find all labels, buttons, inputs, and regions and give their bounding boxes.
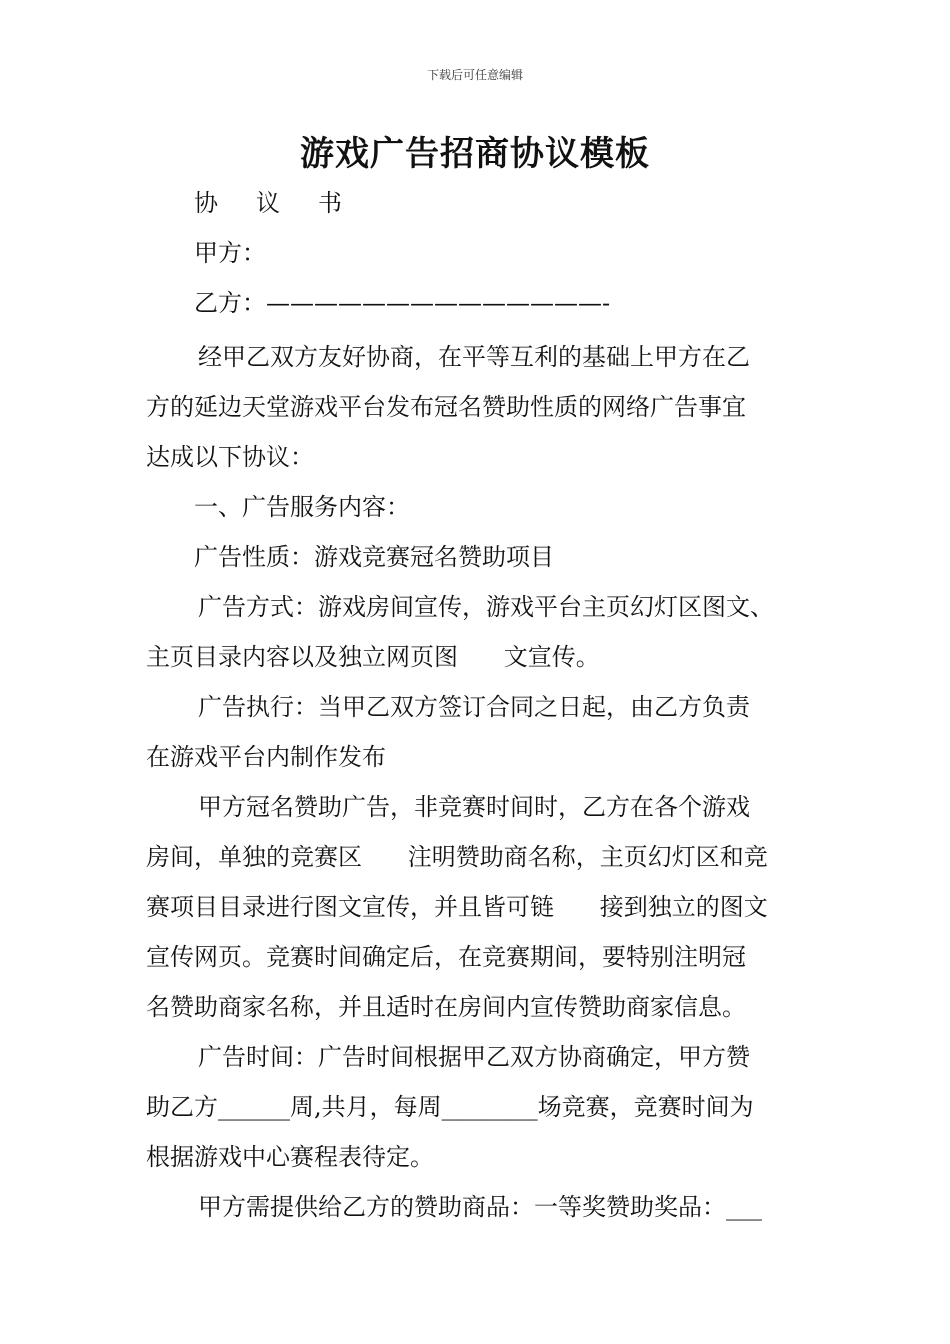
paragraph-line: 广告性质：游戏竞赛冠名赞助项目 bbox=[194, 543, 554, 571]
paragraph-line: 主页目录内容以及独立网页图 文宣传。 bbox=[146, 643, 600, 671]
paragraph-line: 甲方需提供给乙方的赞助商品：一等奖赞助奖品：___ bbox=[198, 1193, 762, 1221]
paragraph-line: 经甲乙双方友好协商，在平等互利的基础上甲方在乙 bbox=[198, 343, 750, 371]
agreement-heading: 协议书 bbox=[194, 189, 380, 217]
paragraph-line: 在游戏平台内制作发布 bbox=[146, 743, 386, 771]
header-note: 下载后可任意编辑 bbox=[426, 68, 523, 82]
paragraph-line: 达成以下协议： bbox=[146, 443, 314, 471]
paragraph-line: 广告执行：当甲乙双方签订合同之日起，由乙方负责 bbox=[198, 693, 750, 721]
paragraph-line: 广告方式：游戏房间宣传，游戏平台主页幻灯区图文、 bbox=[198, 593, 774, 621]
document-body bbox=[146, 178, 811, 1232]
paragraph-line: 助乙方______周,共月，每周________场竞赛，竞赛时间为 bbox=[146, 1093, 754, 1121]
paragraph-line: 甲方冠名赞助广告，非竞赛时间时，乙方在各个游戏 bbox=[198, 793, 750, 821]
paragraph-line: 方的延边天堂游戏平台发布冠名赞助性质的网络广告事宜 bbox=[146, 393, 746, 421]
paragraph-line: 赛项目目录进行图文宣传，并且皆可链 接到独立的图文 bbox=[146, 893, 768, 921]
section-heading: 一、广告服务内容： bbox=[194, 493, 410, 521]
paragraph-line: 根据游戏中心赛程表待定。 bbox=[146, 1143, 434, 1171]
document-title: 游戏广告招商协议模板 bbox=[300, 134, 650, 174]
party-b-line: 乙方：——————————————- bbox=[194, 289, 611, 317]
paragraph-line: 广告时间：广告时间根据甲乙双方协商确定，甲方赞 bbox=[198, 1043, 750, 1071]
party-a-line: 甲方： bbox=[194, 239, 266, 267]
paragraph-line: 宣传网页。竞赛时间确定后，在竞赛期间，要特别注明冠 bbox=[146, 943, 746, 971]
paragraph-line: 房间，单独的竞赛区 注明赞助商名称，主页幻灯区和竞 bbox=[146, 843, 768, 871]
paragraph-line: 名赞助商家名称，并且适时在房间内宣传赞助商家信息。 bbox=[146, 993, 746, 1021]
